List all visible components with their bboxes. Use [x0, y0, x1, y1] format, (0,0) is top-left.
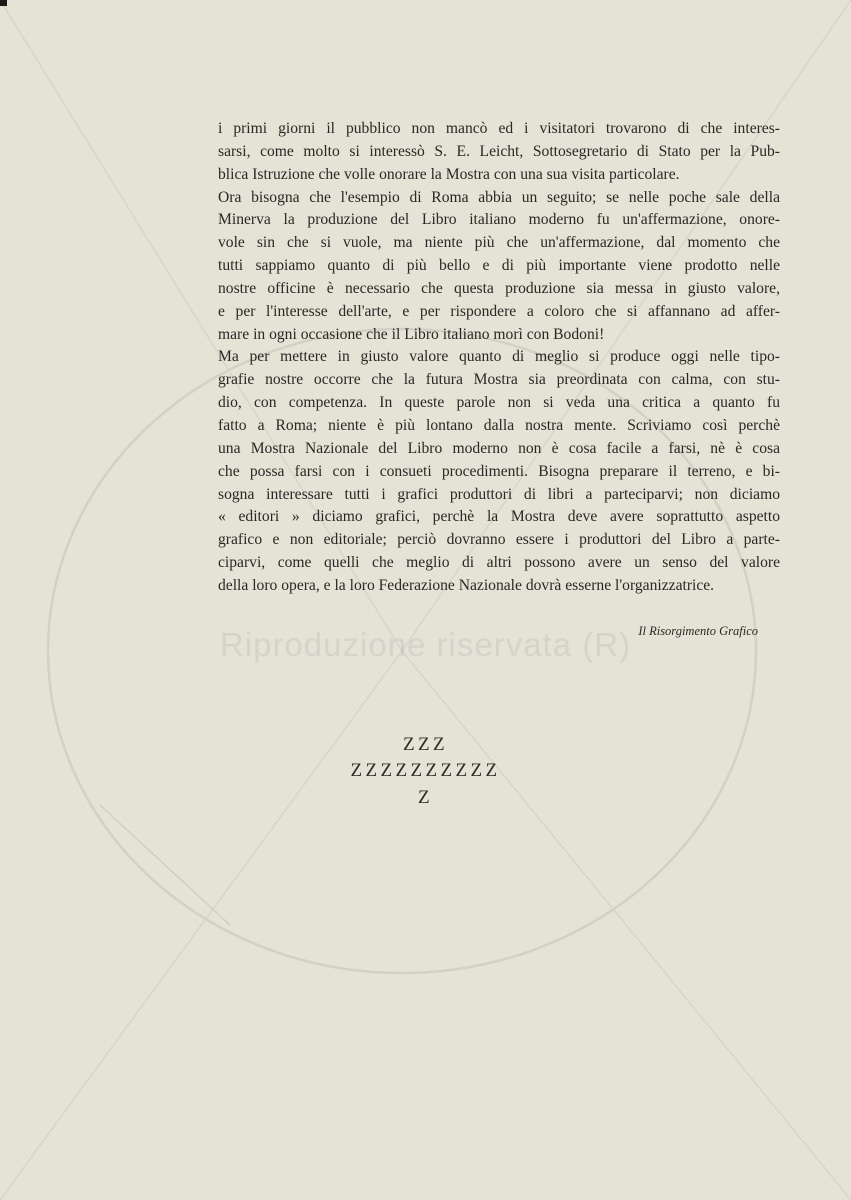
- article-line: Ma per mettere in giusto valore quanto di meglio si produce oggi nelle tipo-: [218, 348, 780, 366]
- article-line: della loro opera, e la loro Federazione Nazionale dovrà esserne l'organizzatrice.: [218, 576, 715, 594]
- source-attribution: Il Risorgimento Grafico: [638, 624, 758, 638]
- article-line: blica Istruzione che volle onorare la Mostra con una sua visita particolare.: [218, 165, 680, 183]
- article-line: sarsi, come molto si interessò S. E. Leicht, Sottosegretario di Stato per la Pub-: [218, 142, 780, 160]
- article-line: grafie nostre occorre che la futura Mostra sia preordinata con calma, con stu-: [218, 371, 780, 389]
- ornament-row-2: ZZZZZZZZZZ: [350, 760, 501, 781]
- article-line: « editori » diciamo grafici, perchè la Mostra deve avere soprattutto aspetto: [218, 508, 780, 526]
- ornament-row-1: ZZZ: [402, 734, 449, 755]
- article-body: [218, 118, 780, 598]
- scan-corner-mark: [0, 0, 7, 6]
- article-line: sogna interessare tutti i grafici produttori di libri a parteciparvi; non diciamo: [218, 485, 780, 503]
- watermark-text: Riproduzione riservata (R): [219, 626, 632, 663]
- article-line: una Mostra Nazionale del Libro moderno non è cosa facile a farsi, nè è cosa: [218, 439, 780, 457]
- article-line: Minerva la produzione del Libro italiano moderno fu un'affermazione, onore-: [218, 211, 780, 229]
- article-line: nostre officine è necessario che questa produzione sia messa in giusto valore,: [218, 279, 780, 297]
- article-line: che possa farsi con i consueti procedimenti. Bisogna preparare il terreno, e bi-: [218, 462, 780, 480]
- article-line: grafico e non editoriale; perciò dovranno essere i produttori del Libro a parte-: [218, 531, 780, 549]
- article-line: e per l'interesse dell'arte, e per rispondere a coloro che si affannano ad affer-: [218, 302, 780, 320]
- article-line: dio, con competenza. In queste parole non si veda una critica a quanto fu: [218, 394, 780, 412]
- ornament-row-3: Z: [417, 787, 433, 808]
- scan-edge-line: [100, 805, 230, 925]
- article-line: vole sin che si vuole, ma niente più che un'affermazione, dal momento che: [218, 234, 780, 252]
- article-line: mare in ogni occasione che il Libro italiano morì con Bodoni!: [218, 325, 605, 343]
- article-line: tutti sappiamo quanto di più bello e di più importante viene prodotto nelle: [218, 257, 780, 275]
- article-line: ciparvi, come quelli che meglio di altri possono avere un senso del valore: [218, 554, 780, 572]
- article-line: Ora bisogna che l'esempio di Roma abbia un seguito; se nelle poche sale della: [218, 188, 780, 206]
- article-line: i primi giorni il pubblico non mancò ed i visitatori trovarono di che interes-: [218, 120, 780, 137]
- article-line: fatto a Roma; niente è più lontano dalla nostra mente. Scriviamo così perchè: [218, 416, 780, 434]
